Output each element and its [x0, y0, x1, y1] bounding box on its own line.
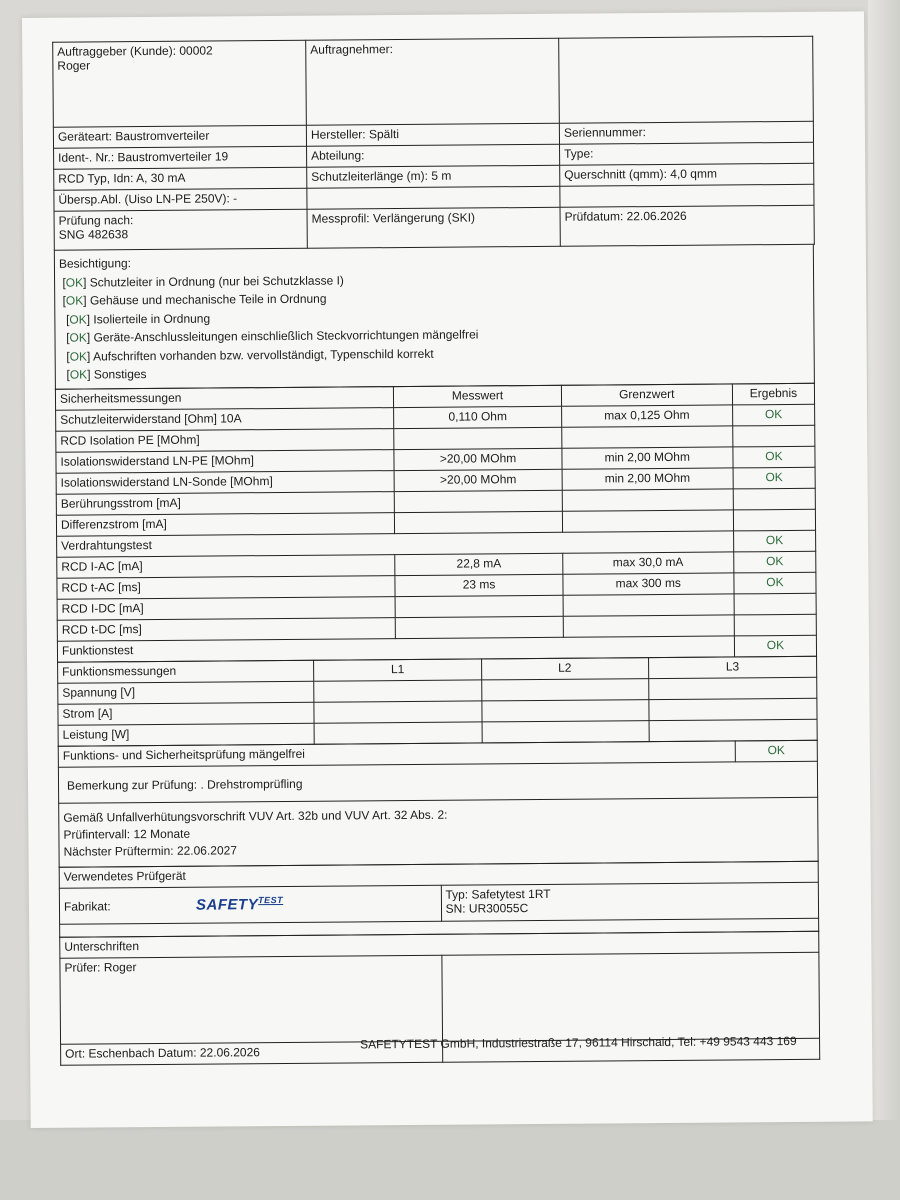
ident-number: Ident-. Nr.: Baustromverteiler 19: [54, 146, 307, 169]
signatures-title: Unterschriften: [60, 931, 819, 958]
empty-header-cell: [559, 36, 814, 123]
protective-conductor-length: Schutzleiterlänge (m): 5 m: [307, 165, 560, 188]
inspection-item: [OK] Isolierteile in Ordnung: [59, 311, 211, 327]
measurement-profile: Messprofil: Verlängerung (SKI): [307, 207, 560, 248]
test-device-table: [59, 860, 820, 937]
device-type-value: Typ: Safetytest 1RT: [445, 886, 551, 902]
header-function-measurements: Funktionsmessungen: [58, 660, 315, 683]
rcd-type: RCD Typ, Idn: A, 30 mA: [54, 167, 307, 190]
test-interval: Prüfintervall: 12 Monate: [63, 826, 191, 842]
inspection-item: [OK] Gehäuse und mechanische Teile in Ordnung: [59, 291, 327, 308]
inspection-item: [OK] Sonstiges: [59, 367, 147, 382]
test-standard-value: SNG 482638: [58, 227, 129, 242]
client-cell: [53, 40, 307, 127]
device-info-cell: [441, 882, 819, 921]
background-table: [0, 1120, 900, 1200]
company-footer: SAFETYTEST GmbH, Industriestraße 17, 96114 Hirschaid, Tel: +49 9543 443 169: [360, 1033, 797, 1052]
safetytest-logo: $SAFETY^{TEST}$: [195, 894, 284, 914]
function-measurements-table: [57, 655, 818, 746]
cross-section: Querschnitt (qmm): 4,0 qmm: [560, 163, 814, 186]
table-row: Leistung [W]: [58, 719, 817, 746]
table-row: Berührungsstrom [mA]: [56, 488, 815, 515]
surge-arrester: Übersp.Abl. (Uiso LN-PE 250V): -: [54, 188, 307, 211]
place-date: Ort: Eschenbach Datum: 22.06.2026: [61, 1041, 443, 1065]
remark: Bemerkung zur Prüfung: . Drehstromprüfling: [58, 761, 818, 803]
header-l2: L2: [481, 657, 648, 679]
signature-box: [441, 952, 819, 1041]
manufacturer-cell: [59, 885, 441, 924]
device-serial-value: SN: UR30055C: [445, 900, 529, 916]
table-row: Isolationswiderstand LN-PE [MOhm] >20,00 MOhm min 2,00 MOhm OK: [56, 446, 815, 473]
header-l1: L1: [314, 658, 481, 680]
header-measurements: Sicherheitsmessungen: [55, 386, 394, 410]
table-row: Differenzstrom [mA]: [56, 509, 815, 536]
serial-number: Seriennummer:: [559, 121, 813, 144]
table-row: Isolationswiderstand LN-Sonde [MOhm] >20,00 MOhm min 2,00 MOhm OK: [56, 467, 815, 494]
department: Abteilung:: [307, 144, 560, 167]
inspection-item: [OK] Aufschriften vorhanden bzw. vervollständigt, Typenschild korrekt: [59, 346, 434, 364]
table-row: RCD I-AC [mA] 22,8 mA max 30,0 mA OK: [57, 551, 816, 578]
inspection-item: [OK] Schutzleiter in Ordnung (nur bei Schutzklasse I): [59, 272, 344, 290]
safety-measurements-table: [55, 382, 817, 662]
function-test-row: Funktionstest OK: [57, 635, 816, 662]
inspection-title: Besichtigung:: [58, 256, 132, 271]
protocol-sheet: [22, 11, 873, 1128]
empty-cell: [560, 184, 814, 207]
client-id: Auftraggeber (Kunde): 00002: [57, 43, 213, 59]
table-row: RCD Isolation PE [MOhm]: [56, 425, 815, 452]
header-l3: L3: [648, 656, 816, 678]
table-row: Schutzleiterwiderstand [Ohm] 10A 0,110 Ohm max 0,125 Ohm OK: [56, 404, 815, 431]
examiner-cell: Prüfer: Roger: [60, 955, 442, 1044]
regulation-block: [58, 797, 818, 867]
table-row: RCD t-DC [ms]: [57, 614, 816, 641]
background-surface: [868, 0, 900, 1200]
device-type: Geräteart: Baustromverteiler: [53, 125, 306, 148]
next-test-date: Nächster Prüftermin: 22.06.2027: [63, 842, 238, 859]
wiring-test-row: Verdrahtungstest OK: [57, 530, 816, 557]
table-row: Strom [A]: [58, 698, 817, 725]
final-result-row: Funktions- und Sicherheitsprüfung mängelfrei OK: [58, 740, 817, 767]
table-row: RCD I-DC [mA]: [57, 593, 816, 620]
test-standard-label: Prüfung nach:: [58, 213, 134, 228]
contractor-cell: Auftragnehmer:: [306, 38, 560, 125]
test-standard-cell: [54, 209, 307, 250]
table-row: Spannung [V]: [58, 677, 817, 704]
type-field: Type:: [560, 142, 814, 165]
test-date: Prüfdatum: 22.06.2026: [560, 205, 814, 246]
empty-cell: [307, 186, 560, 209]
header-table: [52, 36, 815, 251]
header-result: Ergebnis: [732, 383, 814, 405]
table-row: RCD t-AC [ms] 23 ms max 300 ms OK: [57, 572, 816, 599]
regulation-text: Gemäß Unfallverhütungsvorschrift VUV Art. 32b und VUV Art. 32 Abs. 2:: [63, 807, 448, 825]
client-name: Roger: [57, 58, 91, 73]
inspection-item: [OK] Geräte-Anschlussleitungen einschließlich Steckvorrichtungen mängelfrei: [59, 327, 479, 345]
manufacturer-label: Fabrikat:: [63, 899, 111, 914]
test-report-form: [52, 36, 820, 1065]
manufacturer: Hersteller: Spälti: [306, 123, 559, 146]
test-device-title: Verwendetes Prüfgerät: [59, 861, 818, 888]
header-measured-value: Messwert: [394, 385, 561, 407]
header-limit-value: Grenzwert: [561, 383, 732, 405]
visual-inspection: [54, 245, 815, 389]
